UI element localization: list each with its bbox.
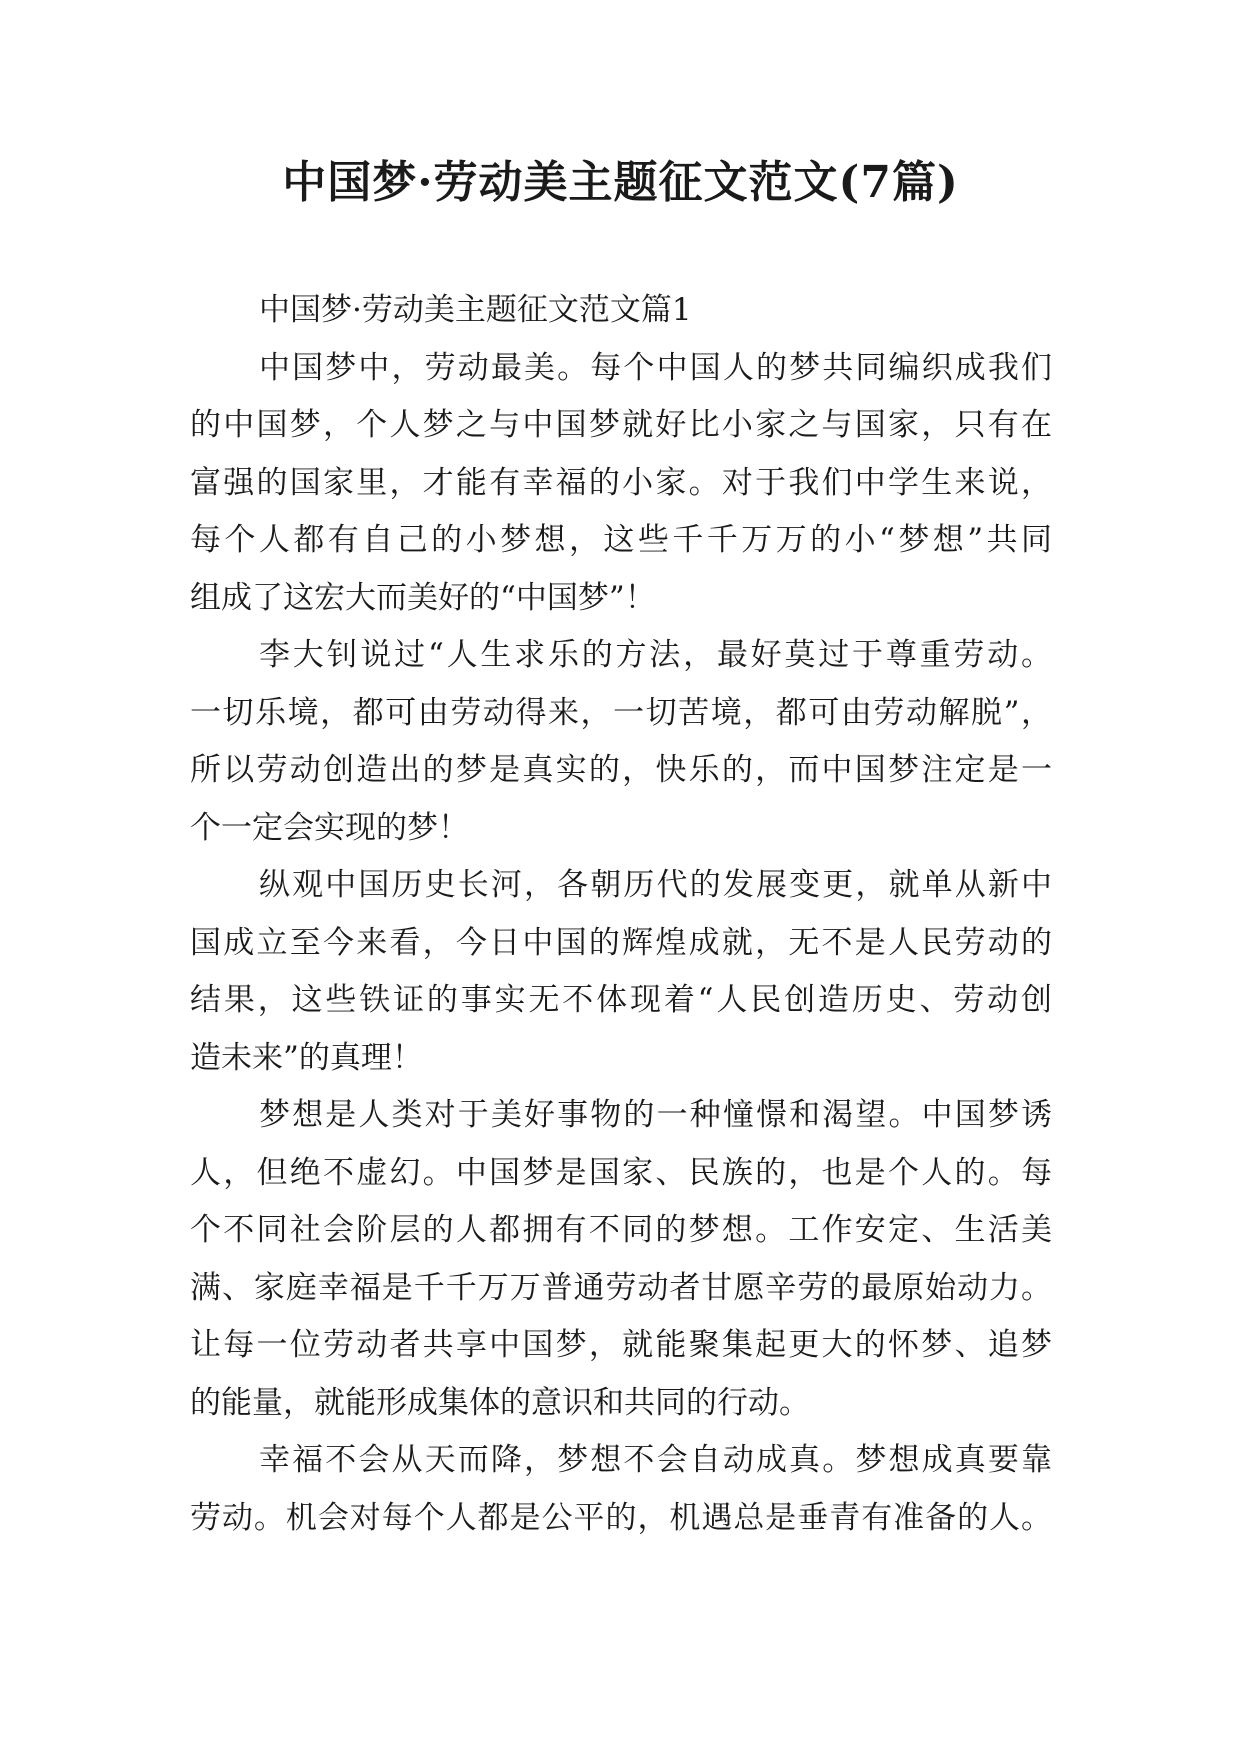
text-line: 梦想是人类对于美好事物的一种憧憬和渴望。中国梦诱 (259, 1097, 1052, 1133)
paragraph-4 (190, 1087, 1052, 1432)
text-line: 纵观中国历史长河，各朝历代的发展变更，就单从新中 (259, 867, 1052, 903)
document-body (190, 282, 1052, 1547)
text-line: 个一定会实现的梦！ (190, 809, 469, 846)
text-line: 满、家庭幸福是千千万万普通劳动者甘愿辛劳的最原始动力。 (190, 1269, 1052, 1306)
text-line: 的能量，就能形成集体的意识和共同的行动。 (190, 1384, 810, 1421)
document-title: 中国梦·劳动美主题征文范文(7篇) (282, 157, 959, 208)
text-line: 劳动。机会对每个人都是公平的，机遇总是垂青有准备的人。 (190, 1499, 1052, 1536)
text-line: 的中国梦，个人梦之与中国梦就好比小家之与国家，只有在 (190, 407, 1052, 443)
text-line: 个不同社会阶层的人都拥有不同的梦想。工作安定、生活美 (190, 1212, 1052, 1248)
text-line: 结果，这些铁证的事实无不体现着“人民创造历史、劳动创 (190, 982, 1052, 1018)
text-line: 中国梦中，劳动最美。每个中国人的梦共同编织成我们 (259, 349, 1052, 386)
text-line: 一切乐境，都可由劳动得来，一切苦境，都可由劳动解脱”， (190, 694, 1052, 731)
text-line: 所以劳动创造出的梦是真实的，快乐的，而中国梦注定是一 (190, 752, 1052, 788)
paragraph-3 (190, 857, 1052, 1087)
text-line: 造未来”的真理！ (190, 1039, 423, 1076)
text-line: 让每一位劳动者共享中国梦，就能聚集起更大的怀梦、追梦 (190, 1327, 1052, 1363)
paragraph-5 (190, 1432, 1052, 1547)
text-line: 人，但绝不虚幻。中国梦是国家、民族的，也是个人的。每 (190, 1154, 1052, 1191)
text-line: 国成立至今来看，今日中国的辉煌成就，无不是人民劳动的 (190, 924, 1052, 961)
paragraph-2 (190, 627, 1052, 857)
text-line: 李大钊说过“人生求乐的方法，最好莫过于尊重劳动。 (259, 637, 1052, 673)
section-heading: 中国梦·劳动美主题征文范文篇1 (259, 292, 692, 328)
paragraph-1 (190, 340, 1052, 628)
text-line: 幸福不会从天而降，梦想不会自动成真。梦想成真要靠 (259, 1442, 1052, 1478)
text-line: 每个人都有自己的小梦想，这些千千万万的小“梦想”共同 (190, 522, 1052, 558)
text-line: 组成了这宏大而美好的“中国梦”！ (190, 579, 656, 616)
text-line: 富强的国家里，才能有幸福的小家。对于我们中学生来说， (190, 464, 1052, 501)
